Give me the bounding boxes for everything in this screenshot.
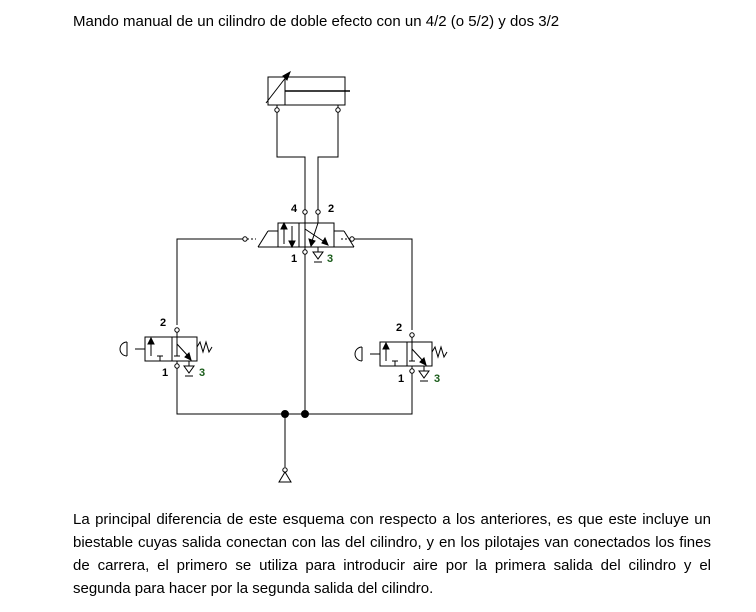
right-valve-port-3: 3 — [434, 373, 441, 385]
left-valve-port-3: 3 — [199, 367, 206, 379]
left-valve-port-2: 2 — [160, 317, 167, 329]
junction-dot-left — [282, 411, 289, 418]
double-acting-cylinder — [266, 72, 350, 112]
main-valve-4-2 — [243, 210, 354, 262]
main-valve-port-4: 4 — [291, 203, 298, 215]
main-valve-port-1: 1 — [291, 253, 298, 265]
right-valve-port-2: 2 — [396, 322, 403, 334]
cylinder-supply-lines — [277, 112, 338, 210]
right-valve-port-1: 1 — [398, 373, 405, 385]
main-valve-port-3: 3 — [327, 253, 334, 265]
description-paragraph: La principal diferencia de este esquema con respecto a los anteriores, es que este incluye un biestable cuyas salida conectan con las del cilindro, y en los pilotajes van conectados los fines de carrera, el primero se utiliza para introducir aire por la primera salida del cilindro y el segunda para hacer por la segunda salida del cilindro. — [73, 511, 711, 597]
left-valve-port-1: 1 — [162, 367, 169, 379]
supply-network — [177, 254, 412, 482]
main-valve-port-2: 2 — [328, 203, 335, 215]
page-title: Mando manual de un cilindro de doble efecto con un 4/2 (o 5/2) y dos 3/2 — [73, 13, 560, 30]
junction-dot-right — [302, 411, 309, 418]
